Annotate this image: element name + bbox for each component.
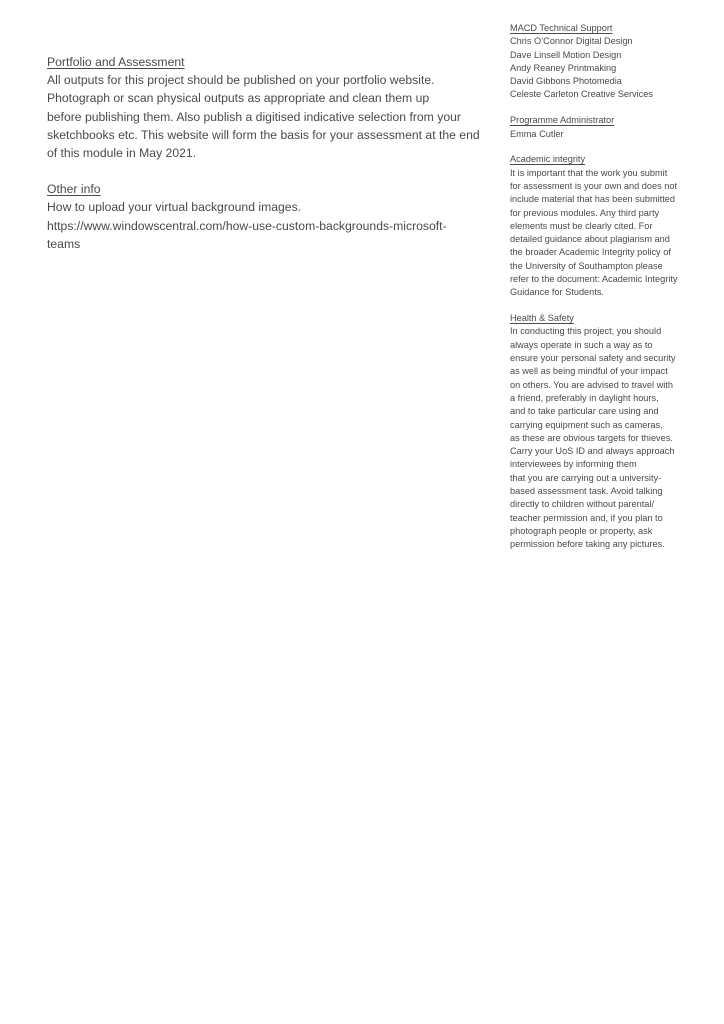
academic-integrity-heading: Academic integrity: [510, 154, 586, 165]
body-line: In conducting this project, you should: [510, 326, 662, 337]
body-line: for previous modules. Any third party: [510, 207, 660, 218]
body-line: that you are carrying out a university-: [510, 472, 662, 483]
body-line: based assessment task. Avoid talking: [510, 486, 663, 496]
programme-admin-block: [510, 114, 710, 141]
body-line: and to take particular care using and: [510, 406, 659, 417]
body-line: photograph people or property, ask: [510, 525, 653, 536]
staff-line: Chris O’Connor Digital Design: [510, 36, 633, 47]
body-line: elements must be clearly cited. For: [510, 220, 653, 231]
programme-admin-heading: Programme Administrator: [510, 115, 615, 126]
body-line: How to upload your virtual background images.: [47, 200, 302, 215]
body-line: sketchbooks etc. This website will form the basis for your assessment at the end: [47, 127, 480, 142]
body-line: interviewees by informing them: [510, 459, 637, 470]
body-line: before publishing them. Also publish a digitised indicative selection from your: [47, 109, 461, 124]
health-safety-block: [510, 312, 710, 551]
body-line: as well as being mindful of your impact: [510, 366, 668, 377]
url-text: teams: [47, 236, 81, 251]
body-line: include material that has been submitted: [510, 194, 675, 205]
health-safety-heading: Health & Safety: [510, 313, 574, 324]
body-line: ensure your personal safety and security: [510, 353, 676, 364]
body-line: a friend, preferably in daylight hours,: [510, 392, 659, 403]
body-line: the broader Academic Integrity policy of: [510, 247, 671, 258]
portfolio-section: [47, 53, 480, 162]
body-line: teacher permission and, if you plan to: [510, 512, 663, 523]
body-line: Photograph or scan physical outputs as appropriate and clean them up: [47, 91, 430, 106]
body-line: permission before taking any pictures.: [510, 539, 665, 550]
portfolio-heading: Portfolio and Assessment: [47, 55, 185, 69]
body-line: always operate in such a way as to: [510, 339, 653, 350]
staff-line: Emma Cutler: [510, 128, 564, 139]
staff-line: Celeste Carleton Creative Services: [510, 89, 653, 100]
body-line: Guidance for Students.: [510, 287, 604, 298]
staff-line: David Gibbons Photomedia: [510, 76, 622, 87]
academic-integrity-block: [510, 153, 710, 299]
main-column: [47, 53, 480, 271]
body-line: of this module in May 2021.: [47, 146, 197, 161]
body-line: the University of Southampton please: [510, 260, 663, 271]
sidebar-column: [510, 22, 710, 564]
body-line: for assessment is your own and does not: [510, 180, 677, 191]
body-line: on others. You are advised to travel with: [510, 379, 673, 390]
body-line: Carry your UoS ID and always approach: [510, 446, 675, 457]
body-line: refer to the document: Academic Integrity: [510, 274, 678, 285]
body-line: All outputs for this project should be published on your portfolio website.: [47, 73, 435, 88]
url-text: https://www.windowscentral.com/how-use-custom-backgrounds-microsoft-: [47, 218, 447, 233]
body-line: It is important that the work you submit: [510, 167, 668, 178]
technical-support-heading: MACD Technical Support: [510, 23, 613, 33]
other-info-section: [47, 180, 477, 253]
staff-line: Andy Reaney Printmaking: [510, 62, 617, 73]
staff-line: Dave Linsell Motion Design: [510, 49, 622, 60]
body-line: detailed guidance about plagiarism and: [510, 234, 670, 245]
other-info-heading: Other info: [47, 182, 101, 197]
body-line: carrying equipment such as cameras,: [510, 419, 663, 430]
body-line: directly to children without parental/: [510, 499, 655, 510]
technical-support-block: [510, 22, 710, 102]
body-line: as these are obvious targets for thieves.: [510, 432, 673, 443]
